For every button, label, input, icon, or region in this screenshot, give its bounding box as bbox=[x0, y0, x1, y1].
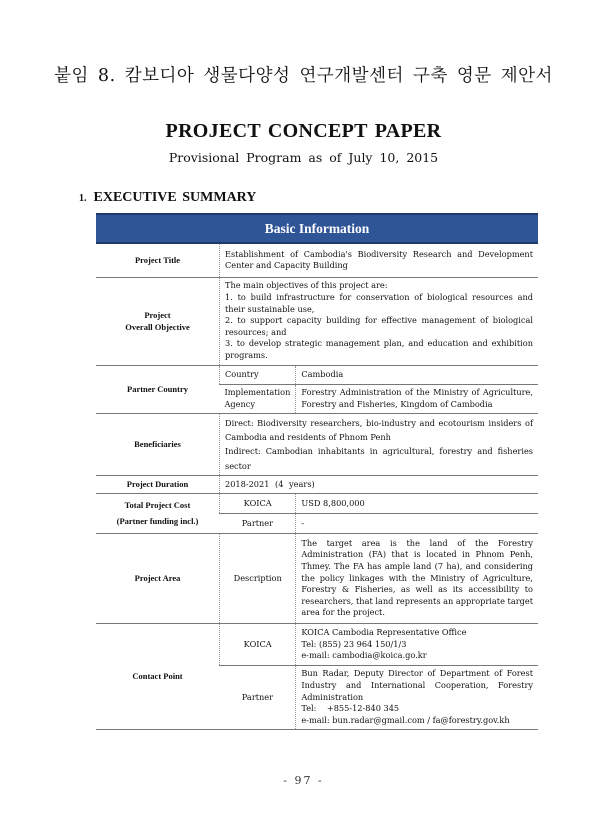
objective-line: 2. to support capacity building for effective management of biological resources; and bbox=[225, 315, 533, 337]
table-row bbox=[96, 277, 538, 365]
duration-value: 2018-2021 (4 years) bbox=[220, 475, 539, 493]
cost-partner-value: - bbox=[296, 513, 538, 533]
section-heading bbox=[79, 190, 256, 206]
country-label: Country bbox=[220, 365, 296, 384]
duration-label: Project Duration bbox=[96, 475, 220, 493]
project-area-label: Project Area bbox=[96, 533, 220, 623]
cost-label-line1: Total Project Cost bbox=[124, 500, 191, 511]
objective-line: 1. to build infrastructure for conservation of biological resources and their sustainable use, bbox=[225, 291, 533, 314]
basic-information-table bbox=[96, 213, 538, 730]
cost-partner-label: Partner bbox=[220, 513, 296, 533]
beneficiaries-label: Beneficiaries bbox=[96, 413, 220, 475]
table-row bbox=[96, 533, 538, 623]
contact-point-label: Contact Point bbox=[96, 623, 220, 729]
agency-label: Implementation Agency bbox=[220, 384, 296, 413]
contact-partner-line: e-mail: bun.radar@gmail.com / fa@forestry.gov.kh bbox=[301, 714, 510, 725]
area-description-label: Description bbox=[220, 533, 296, 623]
cost-koica-label: KOICA bbox=[220, 493, 296, 513]
table-header: Basic Information bbox=[96, 214, 538, 243]
table-row bbox=[96, 493, 538, 513]
area-description-value: The target area is the land of the Forestry Administration (FA) that is located in Phnom Penh, Thmey. The FA has ample land (7 ha), and considering the policy linkages with the Ministry of Agriculture, Forestry & Fisheries, as well as its accessibility to researchers, that land represents an appropriate target area for the project. bbox=[296, 533, 538, 623]
objective-line: 3. to develop strategic management plan, and education and exhibition programs. bbox=[225, 338, 533, 361]
cost-koica-value: USD 8,800,000 bbox=[296, 493, 538, 513]
contact-koica-line: KOICA Cambodia Representative Office bbox=[301, 626, 467, 637]
table-row bbox=[96, 413, 538, 475]
project-title-value: Establishment of Cambodia's Biodiversity Research and Development Center and Capacity Building bbox=[220, 243, 539, 277]
agency-value: Forestry Administration of the Ministry of Agriculture, Forestry and Fisheries, Kingdom of Cambodia bbox=[296, 384, 538, 413]
cost-label-line2: (Partner funding incl.) bbox=[116, 516, 199, 527]
section-title: EXECUTIVE SUMMARY bbox=[93, 190, 257, 205]
contact-koica-value bbox=[296, 623, 538, 665]
contact-partner-line: Tel: +855-12-840 345 bbox=[301, 703, 400, 714]
beneficiaries-value bbox=[220, 413, 539, 475]
objective-value bbox=[220, 277, 539, 365]
beneficiaries-indirect: Indirect: Cambodian inhabitants in agricultural, forestry and fisheries sector bbox=[225, 446, 533, 471]
cost-label bbox=[96, 493, 220, 533]
contact-koica-line: e-mail: cambodia@koica.go.kr bbox=[301, 650, 427, 661]
contact-koica-line: Tel: (855) 23 964 150/1/3 bbox=[301, 638, 407, 649]
section-number: 1. bbox=[79, 193, 87, 204]
table-row bbox=[96, 623, 538, 665]
table-row bbox=[96, 475, 538, 493]
objective-label-line1: Project bbox=[144, 309, 171, 320]
contact-partner-label: Partner bbox=[220, 665, 296, 729]
objective-label-line2: Overall Objective bbox=[125, 322, 190, 332]
document-title: PROJECT CONCEPT PAPER bbox=[165, 120, 442, 142]
contact-partner-line: Bun Radar, Deputy Director of Department of Forest Industry and International Cooperation, Forestry Administration bbox=[301, 668, 533, 702]
table-row bbox=[96, 243, 538, 277]
objective-line: The main objectives of this project are: bbox=[225, 280, 388, 291]
country-value: Cambodia bbox=[296, 365, 538, 384]
page-number: - 97 - bbox=[283, 774, 324, 787]
appendix-title: 붙임 8. 캄보디아 생물다양성 연구개발센터 구축 영문 제안서 bbox=[54, 66, 553, 86]
objective-label bbox=[96, 277, 220, 365]
table-row bbox=[96, 365, 538, 384]
contact-partner-value bbox=[296, 665, 538, 729]
document-subtitle: Provisional Program as of July 10, 2015 bbox=[168, 150, 439, 165]
beneficiaries-direct: Direct: Biodiversity researchers, bio-industry and ecotourism insiders of Cambodia and residents of Phnom Penh bbox=[225, 417, 533, 442]
partner-country-label: Partner Country bbox=[96, 365, 220, 413]
contact-koica-label: KOICA bbox=[220, 623, 296, 665]
project-title-label: Project Title bbox=[96, 243, 220, 277]
